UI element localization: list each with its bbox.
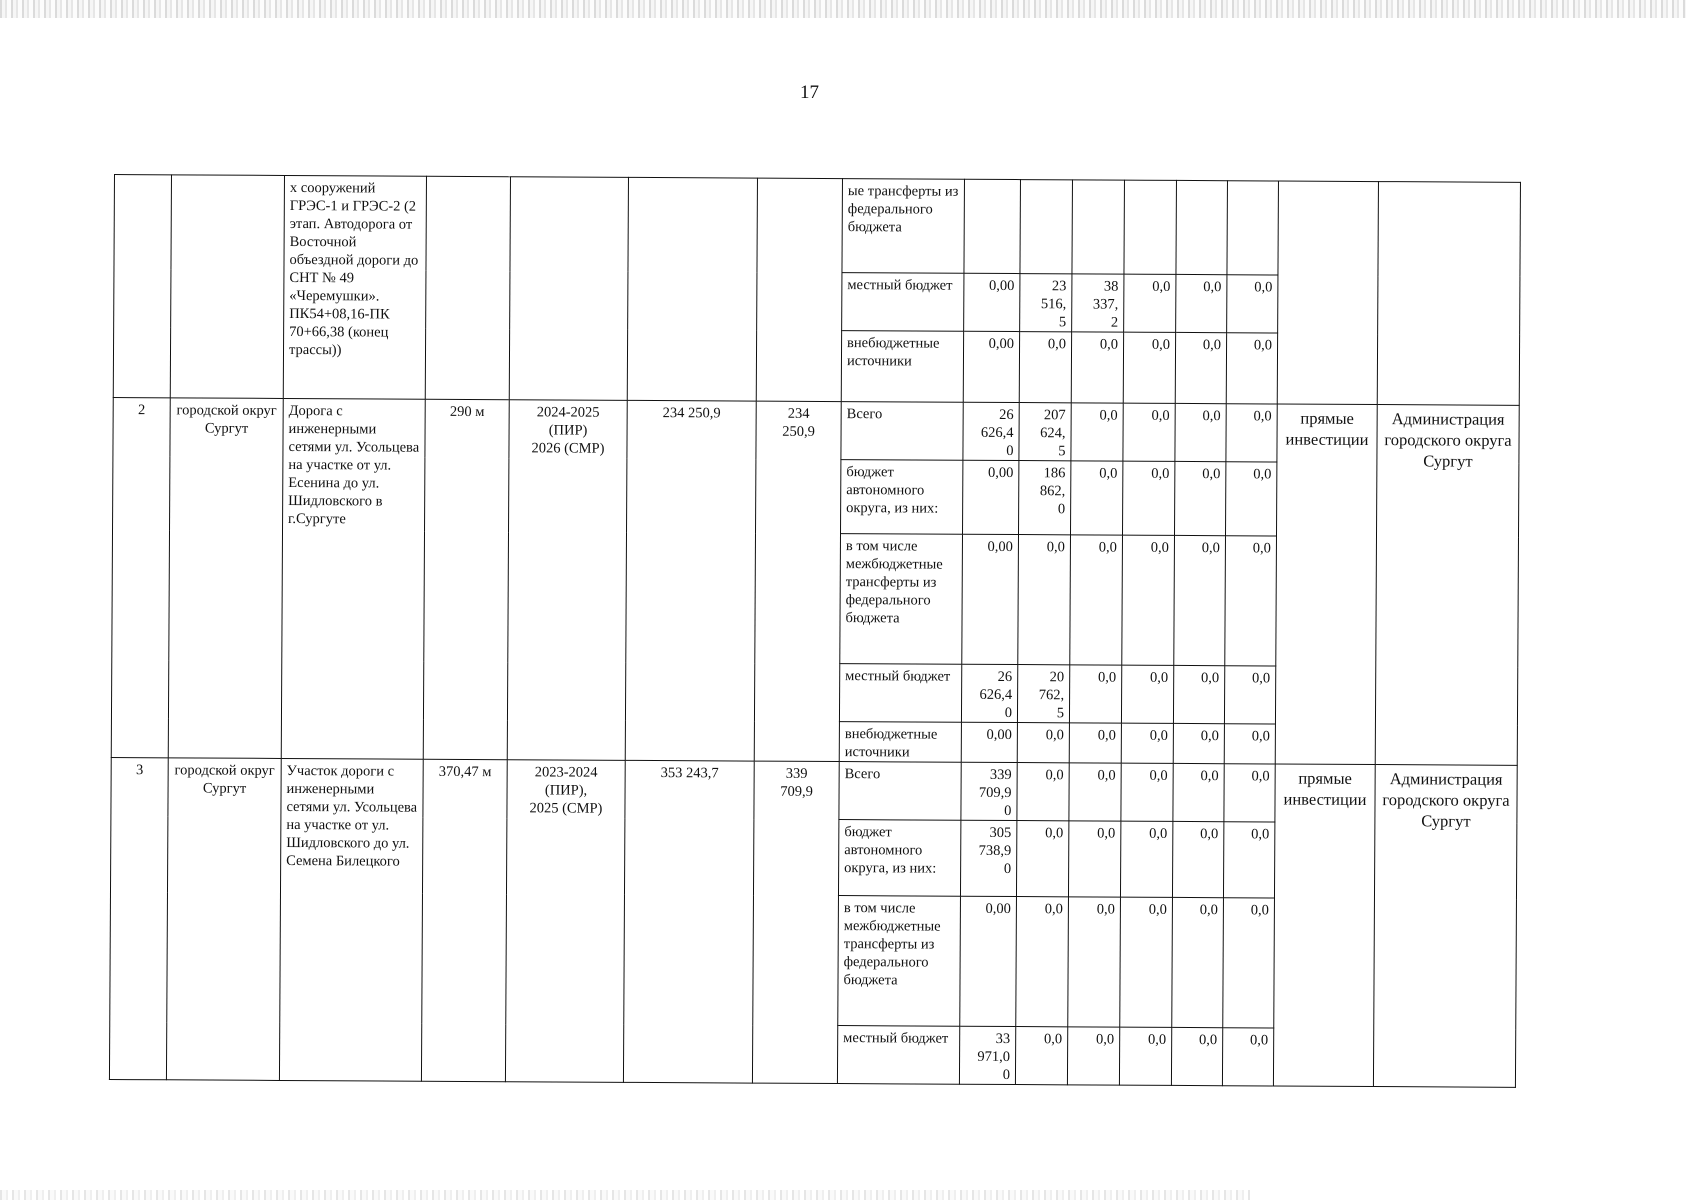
- investment-table: [109, 174, 1521, 1088]
- cell-municipality: [170, 175, 284, 399]
- cell-value: [1176, 180, 1228, 274]
- cell-value: 0,0: [1172, 821, 1223, 897]
- cell-value: 0,0: [1069, 723, 1121, 763]
- cell-period: [509, 177, 628, 401]
- cell-value: 0,0: [1069, 665, 1121, 723]
- cell-value: 0,0: [1174, 535, 1226, 665]
- cell-source-label: в том числе межбюджетные трансферты из федерального бюджета: [838, 896, 961, 1027]
- cell-value: 0,0: [1018, 535, 1071, 665]
- cell-value: 0,0: [1226, 333, 1277, 404]
- cell-value: 0,0: [1119, 1027, 1171, 1085]
- cell-estimated-cost: 234 250,9: [625, 400, 756, 761]
- table-row: [114, 175, 1521, 277]
- cell-remaining-cost: 339 709,9: [752, 761, 839, 1083]
- cell-estimated-cost: [627, 177, 757, 401]
- cell-value: 0,00: [963, 331, 1019, 402]
- cell-value: 0,0: [1069, 763, 1121, 821]
- cell-value: 0,0: [1225, 536, 1277, 666]
- cell-value: 0,0: [1071, 403, 1123, 461]
- cell-value: 0,0: [1122, 535, 1175, 665]
- cell-value: 0,0: [1016, 897, 1069, 1027]
- cell-value: 0,0: [1174, 461, 1225, 535]
- cell-value: 0,0: [1015, 1027, 1067, 1085]
- cell-capacity: 290 м: [423, 399, 509, 759]
- cell-period: 2023-2024 (ПИР), 2025 (СМР): [505, 760, 625, 1083]
- cell-value: 305 738,9 0: [960, 820, 1016, 896]
- cell-value: 339 709,9 0: [961, 762, 1017, 820]
- table-row: [111, 757, 1517, 823]
- cell-object: Участок дороги с инженерными сетями ул. Усольцева на участке от ул. Шидловского до ул. Семена Билецкого: [279, 758, 423, 1081]
- cell-value: 0,0: [1070, 535, 1123, 665]
- cell-value: [1072, 180, 1125, 274]
- cell-value: 0,0: [1172, 897, 1224, 1027]
- cell-value: 26 626,4 0: [963, 402, 1019, 460]
- cell-customer: Администрация городского округа Сургут: [1373, 765, 1517, 1088]
- cell-object: Дорога с инженерными сетями ул. Усольцева на участке от ул. Есенина до ул. Шидловского в г.Сургуте: [281, 398, 425, 759]
- cell-value: 0,0: [1175, 332, 1226, 403]
- cell-value: 33 971,0 0: [959, 1026, 1015, 1084]
- table-wrapper: [109, 174, 1521, 1088]
- cell-value: 0,0: [1068, 897, 1121, 1027]
- cell-value: [1020, 180, 1073, 274]
- cell-source-label: местный бюджет: [837, 1026, 959, 1085]
- cell-value: 0,0: [1225, 462, 1276, 536]
- cell-customer: [1377, 182, 1520, 406]
- cell-object: х сооружений ГРЭС-1 и ГРЭС-2 (2 этап. Автодорога от Восточной объездной дороги до СНТ № 49 «Черемушки». ПК54+08,16-ПК 70+66,38 (конец трассы)): [283, 175, 426, 399]
- cell-value: 0,0: [1071, 332, 1123, 403]
- cell-value: 0,0: [1123, 332, 1175, 403]
- cell-value: 0,00: [962, 534, 1019, 664]
- cell-mechanism: [1277, 181, 1378, 405]
- cell-source-label: бюджет автономного округа, из них:: [841, 460, 963, 535]
- cell-source-label: внебюджетные источники: [841, 331, 963, 403]
- cell-source-label: в том числе межбюджетные трансферты из федерального бюджета: [840, 534, 963, 665]
- cell-value: 0,0: [1124, 274, 1176, 332]
- cell-value: 0,0: [1067, 1027, 1119, 1085]
- cell-value: [1227, 181, 1279, 275]
- cell-source-label: местный бюджет: [839, 664, 961, 723]
- cell-value: 0,0: [1017, 763, 1069, 821]
- table-row: [113, 397, 1519, 463]
- cell-num: [113, 175, 171, 398]
- cell-value: 0,0: [1222, 1028, 1273, 1086]
- cell-value: 0,0: [1120, 821, 1172, 897]
- cell-capacity: 370,47 м: [421, 759, 507, 1081]
- cell-value: 0,0: [1121, 665, 1173, 723]
- cell-value: 186 862, 0: [1019, 461, 1071, 535]
- cell-num: 3: [109, 757, 168, 1079]
- cell-value: 0,00: [963, 460, 1019, 534]
- cell-value: 0,0: [1176, 274, 1227, 332]
- cell-source-label: внебюджетные источники: [839, 722, 961, 763]
- cell-value: 0,0: [1226, 404, 1277, 462]
- cell-remaining-cost: [756, 178, 842, 401]
- cell-value: 0,0: [1173, 723, 1224, 763]
- cell-value: 0,0: [1123, 403, 1175, 461]
- cell-num: 2: [111, 397, 170, 757]
- cell-capacity: [425, 176, 510, 399]
- cell-value: 207 624, 5: [1019, 403, 1071, 461]
- cell-value: 0,0: [1227, 275, 1278, 333]
- cell-value: 0,0: [1121, 763, 1173, 821]
- cell-value: 0,0: [1121, 723, 1173, 763]
- page-number: 17: [800, 82, 819, 103]
- cell-source-label: Всего: [839, 762, 961, 821]
- cell-value: 0,0: [1224, 764, 1275, 822]
- scan-edge-bottom: [0, 1190, 1250, 1200]
- cell-value: 0,0: [1122, 461, 1174, 535]
- cell-source-label: местный бюджет: [842, 273, 964, 332]
- cell-value: 38 337, 2: [1072, 274, 1124, 332]
- cell-value: 0,0: [1224, 724, 1275, 764]
- cell-estimated-cost: 353 243,7: [623, 760, 754, 1083]
- cell-value: [964, 179, 1021, 273]
- cell-value: [1124, 180, 1177, 274]
- cell-municipality: городской округ Сургут: [168, 398, 283, 759]
- cell-value: 0,0: [1171, 1027, 1222, 1085]
- cell-source-label: бюджет автономного округа, из них:: [838, 820, 960, 897]
- cell-value: 0,00: [964, 273, 1020, 331]
- cell-value: 0,0: [1068, 821, 1120, 897]
- cell-value: 0,0: [1224, 666, 1275, 724]
- cell-period: 2024-2025 (ПИР) 2026 (СМР): [507, 400, 627, 761]
- cell-source-label: Всего: [841, 402, 963, 461]
- cell-value: 0,0: [1016, 821, 1068, 897]
- cell-value: 0,0: [1223, 898, 1275, 1028]
- cell-mechanism: прямые инвестиции: [1275, 404, 1377, 765]
- cell-value: 0,0: [1017, 723, 1069, 763]
- cell-value: 0,0: [1019, 332, 1071, 403]
- cell-remaining-cost: 234 250,9: [754, 401, 841, 761]
- cell-value: 26 626,4 0: [961, 664, 1017, 722]
- cell-customer: Администрация городского округа Сургут: [1375, 405, 1519, 766]
- cell-value: 23 516, 5: [1020, 274, 1072, 332]
- cell-source-label: ые трансферты из федерального бюджета: [842, 179, 965, 274]
- cell-value: 0,0: [1120, 897, 1173, 1027]
- cell-value: 0,0: [1223, 822, 1274, 898]
- cell-value: 0,0: [1173, 665, 1224, 723]
- cell-mechanism: прямые инвестиции: [1273, 764, 1375, 1087]
- cell-value: 0,0: [1070, 461, 1122, 535]
- cell-value: 0,00: [960, 896, 1017, 1026]
- cell-value: 0,0: [1173, 763, 1224, 821]
- cell-municipality: городской округ Сургут: [166, 758, 281, 1081]
- cell-value: 20 762, 5: [1017, 665, 1069, 723]
- cell-value: 0,00: [961, 722, 1017, 762]
- cell-value: 0,0: [1175, 403, 1226, 461]
- scan-edge-top: [0, 0, 1686, 18]
